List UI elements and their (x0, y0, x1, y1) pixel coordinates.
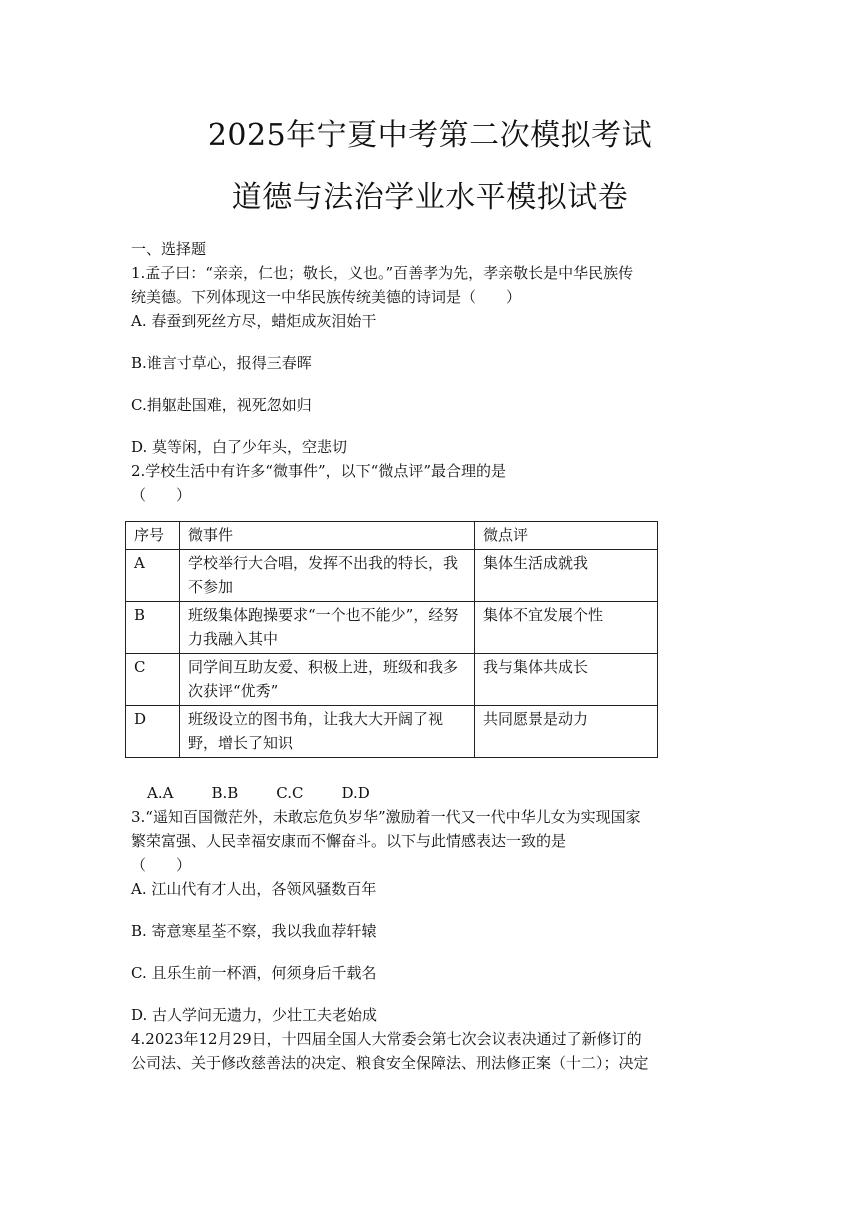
table-cell: D (126, 706, 180, 758)
q2-stem-line2: （ ） (131, 486, 192, 504)
table-cell: B (126, 602, 180, 654)
section-heading: 一、选择题 (131, 240, 207, 258)
q4-stem-line1: 4.2023年12月29日，十四届全国人大常委会第七次会议表决通过了新修订的 (131, 1030, 642, 1048)
table-header-cell: 微事件 (180, 522, 475, 550)
q3-stem-line3: （ ） (131, 856, 192, 874)
q2-table (125, 521, 658, 758)
q3-stem-line1: 3.“遥知百国微茫外，未敢忘危负岁华”激励着一代又一代中华儿女为实现国家 (131, 808, 641, 826)
table-header-cell: 微点评 (475, 522, 658, 550)
q1-option-c: C.捐躯赴国难，视死忽如归 (131, 396, 312, 414)
q3-stem-line2: 繁荣富强、人民幸福安康而不懈奋斗。以下与此情感表达一致的是 (131, 832, 567, 850)
table-cell: C (126, 654, 180, 706)
q2-answer-options (131, 781, 731, 805)
table-row (126, 654, 658, 706)
exam-body (131, 237, 731, 1075)
q3-option-d: D. 古人学问无遗力，少壮工夫老始成 (131, 1006, 378, 1024)
table-row (126, 602, 658, 654)
exam-subtitle: 道德与法治学业水平模拟试卷 (231, 180, 629, 215)
table-cell: 同学间互助友爱、积极上进，班级和我多次获评“优秀” (180, 654, 475, 706)
table-row (126, 550, 658, 602)
q1-stem-line2: 统美德。下列体现这一中华民族传统美德的诗词是（ ） (131, 288, 522, 306)
q4-stem-line2: 公司法、关于修改慈善法的决定、粮食安全保障法、刑法修正案（十二）；决定 (131, 1054, 649, 1072)
table-cell: 共同愿景是动力 (475, 706, 658, 758)
q2-answer-b: B.B (211, 784, 239, 802)
q3-option-c: C. 且乐生前一杯酒，何须身后千载名 (131, 964, 377, 982)
table-header-cell: 序号 (126, 522, 180, 550)
q1-option-d: D. 莫等闲，白了少年头，空悲切 (131, 438, 348, 456)
q1-stem-line1: 1.孟子曰：“亲亲，仁也；敬长，义也。”百善孝为先，孝亲敬长是中华民族传 (131, 264, 634, 282)
q3-option-a: A. 江山代有才人出，各领风骚数百年 (131, 880, 377, 898)
table-cell: 班级设立的图书角，让我大大开阔了视野，增长了知识 (180, 706, 475, 758)
q2-stem-line1: 2.学校生活中有许多“微事件”，以下“微点评”最合理的是 (131, 462, 506, 480)
q2-answer-d: D.D (341, 784, 370, 802)
table-header-row (126, 522, 658, 550)
table-cell: A (126, 550, 180, 602)
exam-title: 2025年宁夏中考第二次模拟考试 (207, 118, 653, 153)
q2-answer-a: A.A (147, 784, 174, 802)
q1-option-a: A. 春蚕到死丝方尽，蜡炬成灰泪始干 (131, 312, 377, 330)
table-row (126, 706, 658, 758)
q3-option-b: B. 寄意寒星荃不察，我以我血荐轩辕 (131, 922, 377, 940)
table-cell: 我与集体共成长 (475, 654, 658, 706)
table-cell: 集体不宜发展个性 (475, 602, 658, 654)
table-cell: 班级集体跑操要求“一个也不能少”，经努力我融入其中 (180, 602, 475, 654)
table-cell: 集体生活成就我 (475, 550, 658, 602)
q2-answer-c: C.C (276, 784, 304, 802)
q1-option-b: B.谁言寸草心，报得三春晖 (131, 354, 312, 372)
table-cell: 学校举行大合唱，发挥不出我的特长，我不参加 (180, 550, 475, 602)
